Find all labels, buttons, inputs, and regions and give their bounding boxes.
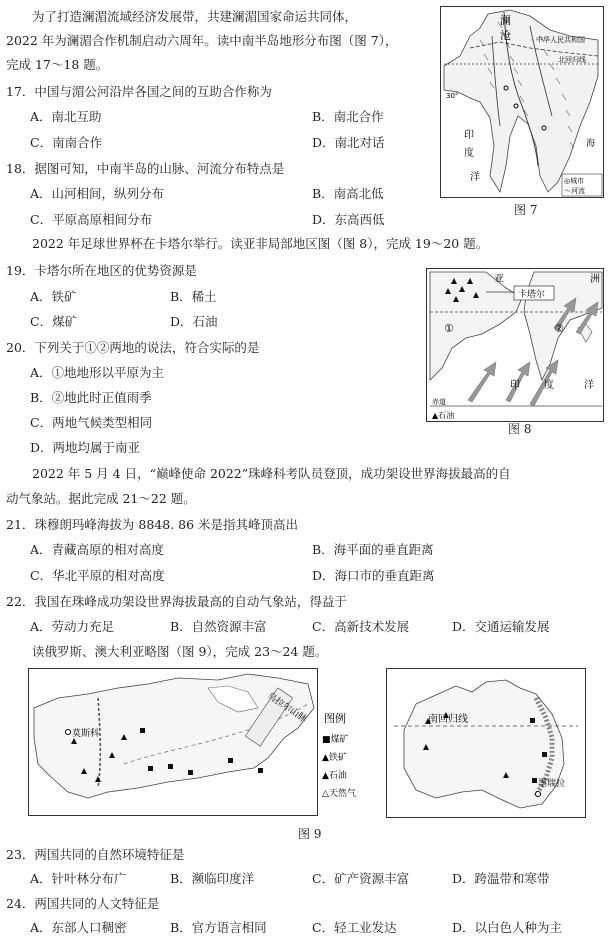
q24-option-a[interactable]: A．东部人口稠密 [30,920,127,935]
fig8-label-yang: 洋 [584,380,594,391]
q23-option-a[interactable]: A．针叶林分布广 [30,871,127,886]
fig8-label-du: 度 [544,380,554,391]
q18-option-a[interactable]: A．山河相间，纵列分布 [30,186,165,201]
fig8-label-equator: 赤道 [432,398,446,406]
fig7-label-du: 度 [464,148,474,159]
fig7-label-lan: 澜 [500,14,511,27]
fig8-label-1: ① [444,322,454,335]
q21-option-a[interactable]: A．青藏高原的相对高度 [30,542,165,557]
q23-option-c[interactable]: C．矿产资源丰富 [312,871,410,886]
q19-stem: 19．卡塔尔所在地区的优势资源是 [6,263,197,278]
intro4: 读俄罗斯、澳大利亚略图（图 9），完成 23～24 题。 [32,644,328,659]
q24-option-b[interactable]: B．官方语言相同 [170,920,267,935]
q20-option-c[interactable]: C．两地气候类型相同 [30,415,153,430]
q19-option-d[interactable]: D．石油 [170,314,218,329]
q18-option-c[interactable]: C．平原高原相间分布 [30,212,153,227]
q23-option-d[interactable]: D．跨温带和寒带 [452,871,550,886]
intro3-line1: 2022 年 5 月 4 日，“巅峰使命 2022”珠峰科考队员登顶，成功架设世界海拔最高的自 [32,466,511,481]
figure-8-caption: 图 8 [508,422,532,436]
figure-9-legend [320,710,384,804]
intro3-line2: 动气象站。据此完成 21～22 题。 [6,491,196,506]
q17-option-d[interactable]: D．南北对话 [312,135,385,150]
fig7-label-border: 中华人民共和国 [536,36,585,44]
fig8-label-asia: 亚 [494,274,504,285]
fig8-label-continent: 洲 [590,274,600,285]
fig9-legend-gas: △天然气 [322,789,356,799]
figure-9-russia-map [28,668,318,816]
q19-option-b[interactable]: B．稀土 [170,289,217,304]
fig9-label-darling: 墨瑞拉 [538,779,566,789]
figure-9-caption: 图 9 [298,827,322,841]
q19-option-c[interactable]: C．煤矿 [30,314,78,329]
fig8-label-2: ② [554,322,564,335]
fig9-legend-iron: ▲铁矿 [322,753,347,763]
figure-9-australia-map [386,668,586,818]
q21-option-d[interactable]: D．海口市的垂直距离 [312,568,435,583]
fig7-label-ocean: 洋 [470,172,480,183]
q17-option-a[interactable]: A．南北互助 [30,109,102,124]
fig9-label-ural: 乌拉尔山脉 [265,691,309,725]
q17-stem: 17．中国与湄公河沿岸各国之间的互助合作称为 [6,84,272,99]
fig7-label-cang: 沧 [500,29,511,42]
fig7-legend-river: ～河流 [564,187,585,195]
fig8-label-qatar: 卡塔尔 [518,290,546,300]
q21-option-b[interactable]: B．海平面的垂直距离 [312,542,434,557]
q21-option-c[interactable]: C．华北平原的相对高度 [30,568,165,583]
fig7-label-sea: 海 [586,139,596,149]
q24-option-d[interactable]: D．以白色人种为主 [452,920,563,935]
q19-option-a[interactable]: A．铁矿 [30,289,77,304]
figure-7-map [440,6,604,198]
q22-stem: 22．我国在珠峰成功架设世界海拔最高的自动气象站，得益于 [6,594,347,609]
q17-option-c[interactable]: C．南南合作 [30,135,103,150]
q23-stem: 23．两国共同的自然环境特征是 [6,847,185,862]
fig9-legend-oil: ▲石油 [322,771,347,781]
intro1-line3: 完成 17～18 题。 [6,57,109,72]
fig9-label-moscow: 莫斯科 [72,729,100,739]
q24-option-c[interactable]: C．轻工业发达 [312,920,397,935]
intro1-line1: 为了打造澜湄流域经济发展带，共建澜湄国家命运共同体， [32,9,358,24]
fig7-label-india: 印 [464,130,474,141]
fig9-legend-title: 图例 [324,712,346,725]
q20-stem: 20．下列关于①②两地的说法，符合实际的是 [6,340,260,355]
intro1-line2: 2022 年为澜湄合作机制启动六周年。读中南半岛地形分布图（图 7）， [6,33,398,48]
figure-8-map [426,268,604,422]
fig9-label-tropic: 南回归线 [428,714,468,725]
q18-option-d[interactable]: D．东高西低 [312,212,385,227]
fig7-legend-city: ◎城市 [564,177,585,185]
fig7-label-tropic: 北回归线 [558,56,586,64]
q22-option-b[interactable]: B．自然资源丰富 [170,619,267,634]
q22-option-d[interactable]: D．交通运输发展 [452,619,550,634]
q20-option-b[interactable]: B．②地此时正值雨季 [30,390,152,405]
intro2: 2022 年足球世界杯在卡塔尔举行。读亚非局部地区图（图 8），完成 19～20 题。 [32,236,489,251]
q20-option-a[interactable]: A．①地地形以平原为主 [30,365,165,380]
fig9-legend-coal: ■煤矿 [322,735,349,745]
fig7-label-30: 30° [446,92,459,100]
fig8-label-yin: 印 [510,380,520,391]
q18-option-b[interactable]: B．南高北低 [312,186,384,201]
figure-7-caption: 图 7 [514,203,538,217]
q23-option-b[interactable]: B．濒临印度洋 [170,871,255,886]
q22-option-a[interactable]: A．劳动力充足 [30,619,115,634]
q24-stem: 24．两国共同的人文特征是 [6,896,160,911]
q17-option-b[interactable]: B．南北合作 [312,109,384,124]
q22-option-c[interactable]: C．高新技术发展 [312,619,410,634]
q20-option-d[interactable]: D．两地均属于南亚 [30,440,141,455]
q21-stem: 21．珠穆朗玛峰海拔为 8848. 86 米是指其峰顶高出 [6,517,299,532]
fig8-legend-oil: ▲石油 [432,411,455,420]
q18-stem: 18．据图可知，中南半岛的山脉、河流分布特点是 [6,161,285,176]
